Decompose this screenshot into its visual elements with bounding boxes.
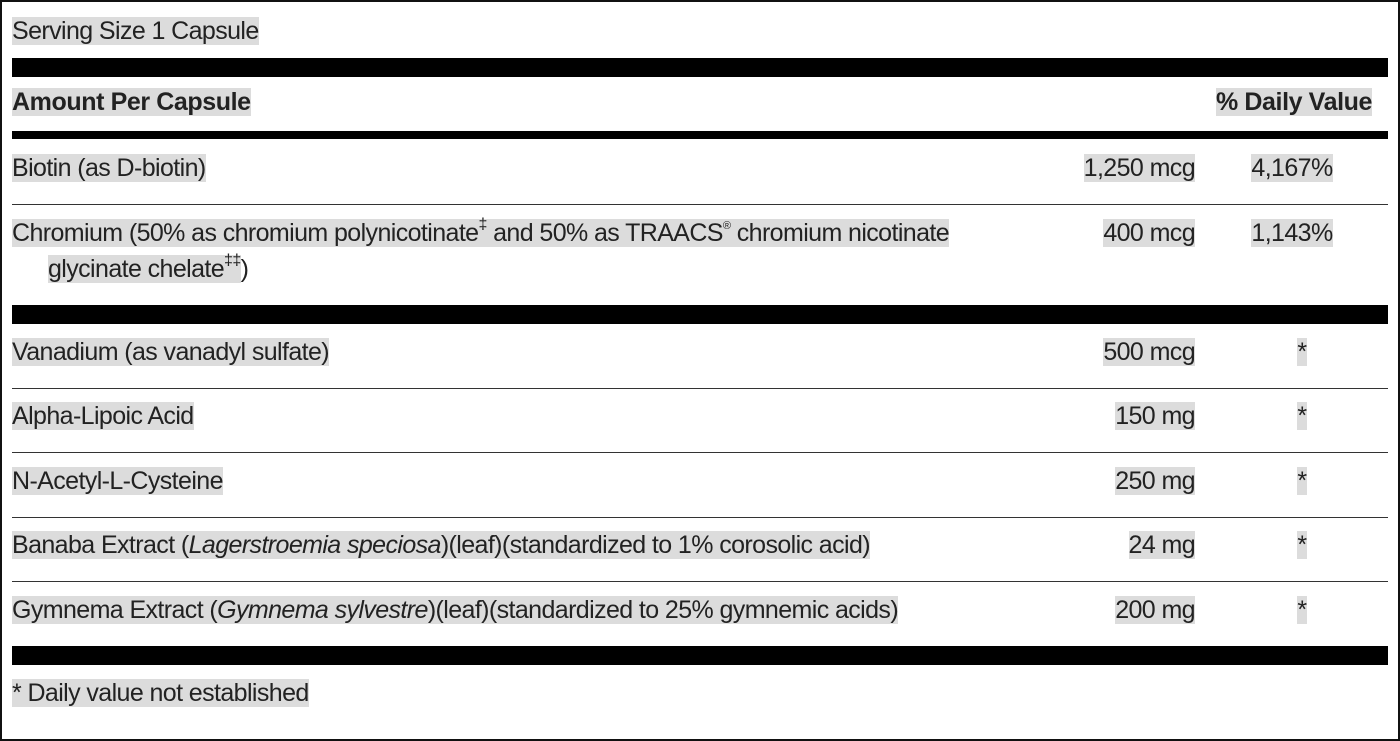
nutrient-name-vanadium: Vanadium (as vanadyl sulfate) (12, 338, 330, 366)
footnote: * Daily value not established (12, 679, 309, 707)
nutrient-name-alpha-lipoic-acid: Alpha-Lipoic Acid (12, 402, 194, 430)
header-rule (12, 131, 1388, 139)
nutrient-name-gymnema-extract: Gymnema Extract (Gymnema sylvestre)(leaf)(standardized to 25% gymnemic acids) (12, 596, 899, 624)
nutrient-dv-chromium: 1,143% (1251, 219, 1333, 247)
nutrient-amount-banaba-extract: 24 mg (1128, 531, 1195, 559)
row-divider (12, 517, 1388, 518)
daily-value-heading: % Daily Value (1216, 88, 1372, 116)
nutrient-amount-gymnema-extract: 200 mg (1115, 596, 1195, 624)
nutrient-dv-banaba-extract: * (1297, 531, 1307, 559)
nutrient-name-banaba-extract: Banaba Extract (Lagerstroemia speciosa)(leaf)(standardized to 1% corosolic acid) (12, 531, 870, 559)
thick-rule-top (12, 58, 1388, 77)
thick-rule-middle (12, 305, 1388, 324)
serving-size: Serving Size 1 Capsule (12, 17, 259, 45)
row-divider (12, 388, 1388, 389)
nutrient-dv-gymnema-extract: * (1297, 596, 1307, 624)
nutrient-dv-n-acetyl-l-cysteine: * (1297, 467, 1307, 495)
nutrient-amount-biotin: 1,250 mcg (1083, 154, 1195, 182)
nutrient-dv-vanadium: * (1297, 338, 1307, 366)
row-divider (12, 452, 1388, 453)
nutrient-amount-alpha-lipoic-acid: 150 mg (1115, 402, 1195, 430)
nutrient-name-biotin: Biotin (as D-biotin) (12, 154, 206, 182)
row-divider (12, 204, 1388, 205)
nutrient-amount-chromium: 400 mcg (1103, 219, 1195, 247)
amount-per-capsule-heading: Amount Per Capsule (12, 88, 251, 116)
nutrient-name-chromium: Chromium (50% as chromium polynicotinate‡ and 50% as TRAACS® chromium nicotinate (12, 215, 950, 247)
nutrient-name-chromium-line2: glycinate chelate‡‡) (48, 251, 249, 283)
thick-rule-bottom (12, 646, 1388, 665)
nutrient-dv-alpha-lipoic-acid: * (1297, 402, 1307, 430)
row-divider (12, 581, 1388, 582)
nutrient-name-n-acetyl-l-cysteine: N-Acetyl-L-Cysteine (12, 467, 223, 495)
nutrient-amount-vanadium: 500 mcg (1103, 338, 1195, 366)
nutrient-dv-biotin: 4,167% (1251, 154, 1333, 182)
nutrient-amount-n-acetyl-l-cysteine: 250 mg (1115, 467, 1195, 495)
